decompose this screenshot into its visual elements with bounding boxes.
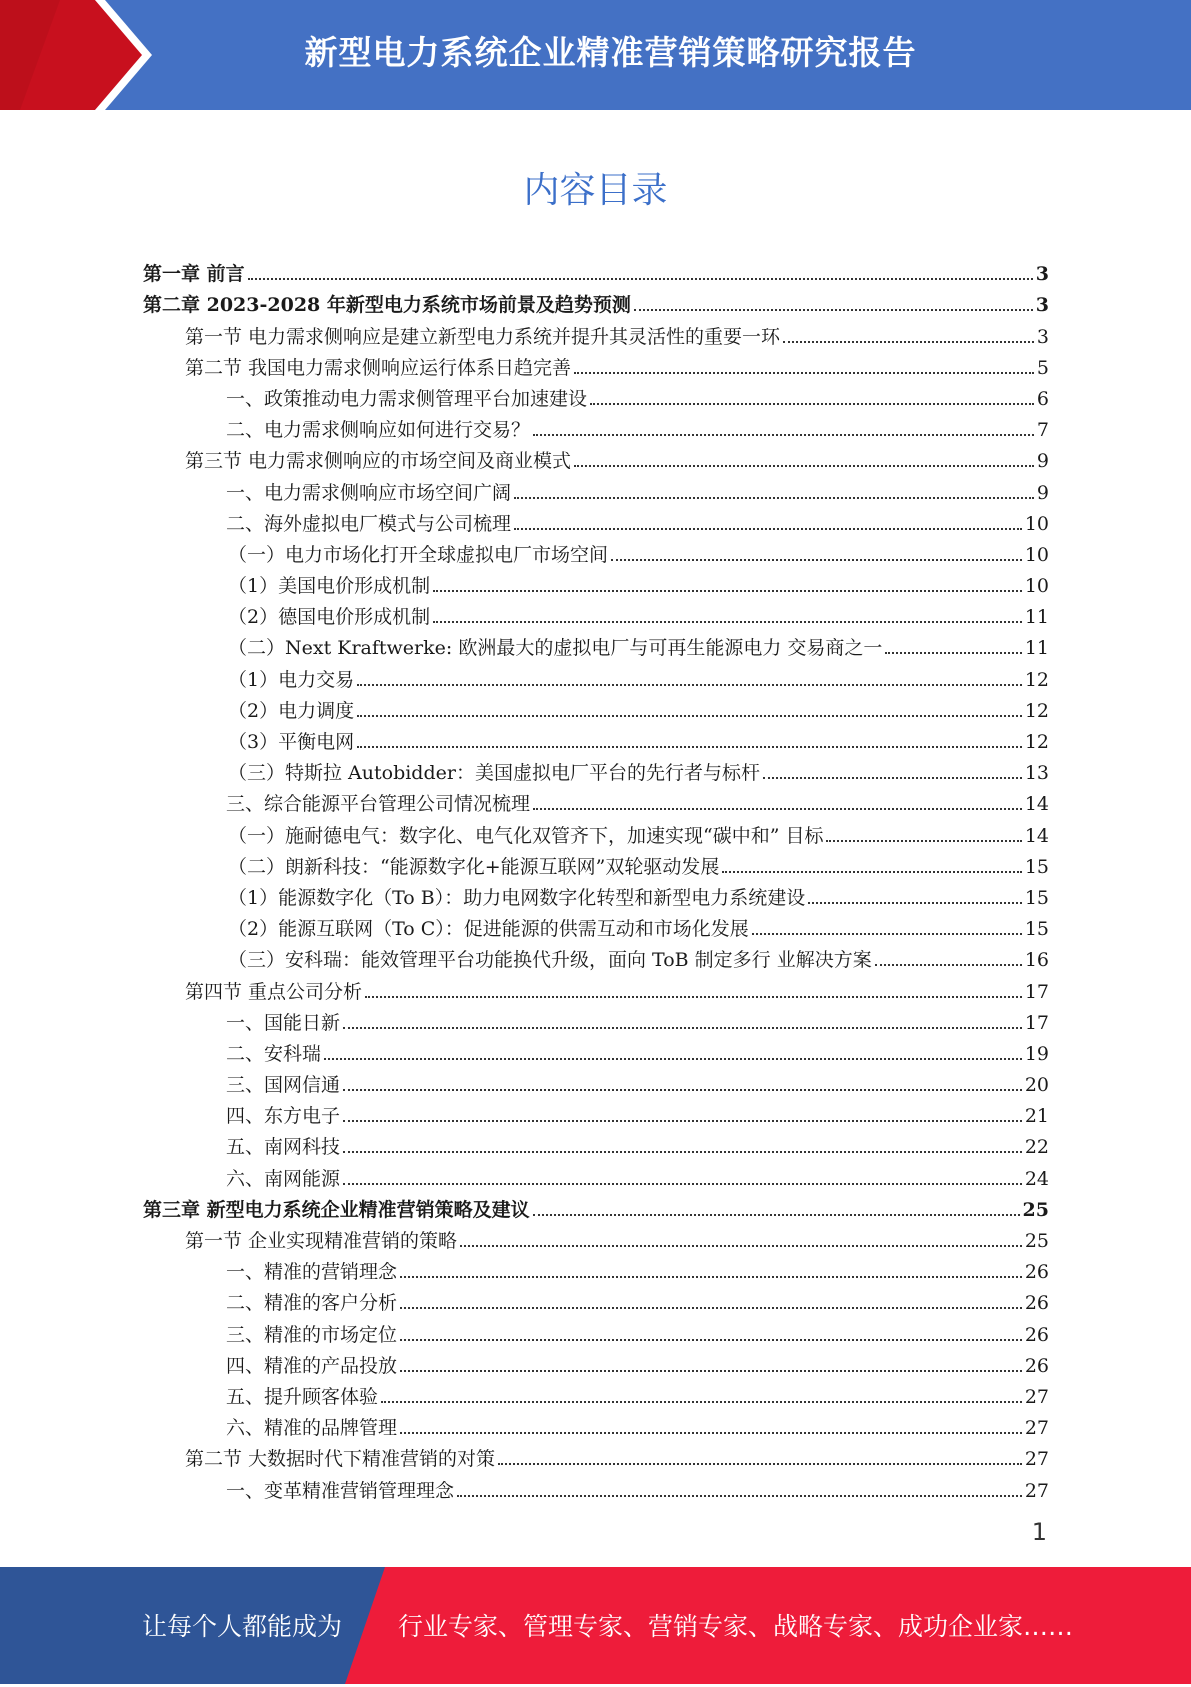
toc-entry-label: 一、变革精准营销管理理念 bbox=[226, 1479, 455, 1502]
toc-entry[interactable] bbox=[143, 722, 1049, 753]
toc-entry[interactable] bbox=[143, 878, 1049, 909]
toc-entry-page: 12 bbox=[1024, 731, 1049, 753]
toc-dot-leader bbox=[357, 684, 1022, 686]
toc-heading: 内容目录 bbox=[523, 170, 668, 211]
toc-entry-label: 一、政策推动电力需求侧管理平台加速建设 bbox=[226, 387, 588, 410]
toc-entry[interactable] bbox=[143, 1283, 1049, 1314]
toc-entry-label: （2）电力调度 bbox=[228, 699, 355, 722]
toc-entry[interactable] bbox=[143, 1439, 1049, 1470]
toc-entry-label: 第一节 企业实现精准营销的策略 bbox=[185, 1230, 458, 1252]
toc-entry-page: 26 bbox=[1024, 1354, 1049, 1377]
toc-dot-leader bbox=[433, 621, 1022, 623]
toc-dot-leader bbox=[343, 1027, 1022, 1029]
toc-entry-label: 第四节 重点公司分析 bbox=[185, 980, 363, 1003]
toc-entry[interactable] bbox=[143, 1158, 1049, 1189]
toc-entry-page: 5 bbox=[1036, 356, 1049, 379]
toc-entry-label: 三、国网信通 bbox=[226, 1074, 341, 1097]
toc-entry-page: 27 bbox=[1024, 1385, 1049, 1408]
toc-entry-label: （三）特斯拉 Autobidder：美国虚拟电厂平台的先行者与标杆 bbox=[228, 762, 760, 785]
toc-entry[interactable] bbox=[143, 1252, 1049, 1283]
toc-entry-page: 13 bbox=[1024, 762, 1049, 785]
toc-entry[interactable] bbox=[143, 1221, 1049, 1252]
footer-slogan-left: 让每个人都能成为 bbox=[142, 1612, 343, 1641]
toc-entry[interactable] bbox=[143, 379, 1049, 410]
toc-dot-leader bbox=[433, 590, 1022, 592]
toc-entry-label: 四、东方电子 bbox=[226, 1105, 341, 1128]
toc-entry[interactable] bbox=[143, 940, 1049, 971]
toc-dot-leader bbox=[514, 528, 1022, 530]
toc-dot-leader bbox=[400, 1339, 1022, 1341]
toc-entry-page: 6 bbox=[1036, 387, 1049, 410]
toc-entry-page: 17 bbox=[1024, 1011, 1049, 1034]
toc-entry[interactable] bbox=[143, 410, 1049, 441]
toc-entry-page: 15 bbox=[1024, 855, 1049, 878]
toc-entry-label: 四、精准的产品投放 bbox=[226, 1354, 398, 1377]
toc-entry[interactable] bbox=[143, 1003, 1049, 1034]
toc-entry-page: 7 bbox=[1036, 419, 1049, 442]
toc-entry-page: 11 bbox=[1024, 637, 1049, 660]
toc-entry[interactable] bbox=[143, 254, 1049, 285]
report-title: 新型电力系统企业精准营销策略研究报告 bbox=[304, 33, 917, 72]
toc-entry-label: 第一章 前言 bbox=[143, 263, 245, 286]
toc-dot-leader bbox=[533, 1214, 1020, 1216]
toc-entry[interactable] bbox=[143, 909, 1049, 940]
toc-entry-label: 六、南网能源 bbox=[226, 1167, 341, 1190]
toc-entry-label: 六、精准的品牌管理 bbox=[226, 1417, 398, 1440]
toc-entry-page: 10 bbox=[1024, 543, 1049, 566]
toc-entry-page: 15 bbox=[1024, 918, 1049, 941]
toc-dot-leader bbox=[763, 777, 1022, 779]
toc-entry-label: 第一节 电力需求侧响应是建立新型电力系统并提升其灵活性的重要一环 bbox=[185, 325, 781, 348]
toc-dot-leader bbox=[533, 808, 1022, 810]
toc-entry-page: 22 bbox=[1024, 1136, 1049, 1159]
toc-dot-leader bbox=[533, 434, 1034, 436]
toc-dot-leader bbox=[498, 1463, 1022, 1465]
toc-entry[interactable] bbox=[143, 847, 1049, 878]
toc-entry-page: 12 bbox=[1024, 668, 1049, 691]
toc-entry[interactable] bbox=[143, 1065, 1049, 1096]
toc-entry-page: 14 bbox=[1024, 824, 1049, 847]
toc-entry-page: 25 bbox=[1022, 1198, 1049, 1221]
toc-entry-label: 三、综合能源平台管理公司情况梳理 bbox=[226, 793, 531, 816]
toc-entry[interactable] bbox=[143, 535, 1049, 566]
toc-entry-label: 二、海外虚拟电厂模式与公司梳理 bbox=[226, 512, 512, 535]
toc-dot-leader bbox=[514, 497, 1034, 499]
toc-entry-label: （1）美国电价形成机制 bbox=[228, 575, 431, 598]
toc-entry[interactable] bbox=[143, 504, 1049, 535]
toc-entry[interactable] bbox=[143, 597, 1049, 628]
toc-entry[interactable] bbox=[143, 1034, 1049, 1065]
toc-dot-leader bbox=[343, 1183, 1022, 1185]
toc-entry[interactable] bbox=[143, 628, 1049, 659]
page-number: 1 bbox=[1031, 1518, 1047, 1546]
toc-entry-label: 三、精准的市场定位 bbox=[226, 1323, 398, 1346]
toc-entry[interactable] bbox=[143, 472, 1049, 503]
toc-entry-page: 16 bbox=[1024, 949, 1049, 972]
toc-entry-page: 27 bbox=[1024, 1479, 1049, 1502]
toc-entry-label: 第二章 2023-2028 年新型电力系统市场前景及趋势预测 bbox=[143, 294, 631, 317]
toc-dot-leader bbox=[343, 1120, 1022, 1122]
toc-entry[interactable] bbox=[143, 1096, 1049, 1127]
toc-entry-page: 3 bbox=[1036, 325, 1049, 348]
toc-dot-leader bbox=[826, 840, 1021, 842]
header-banner bbox=[0, 0, 1191, 110]
toc-entry[interactable] bbox=[143, 285, 1049, 316]
toc-entry[interactable] bbox=[143, 566, 1049, 597]
toc-list bbox=[143, 254, 1049, 1502]
toc-entry-label: 五、提升顾客体验 bbox=[226, 1385, 379, 1408]
toc-entry[interactable] bbox=[143, 659, 1049, 690]
toc-entry[interactable] bbox=[143, 316, 1049, 347]
toc-entry-label: （1）电力交易 bbox=[228, 668, 355, 691]
toc-entry[interactable] bbox=[143, 784, 1049, 815]
toc-entry[interactable] bbox=[143, 815, 1049, 846]
toc-entry-page: 26 bbox=[1024, 1261, 1049, 1284]
toc-entry-label: 二、安科瑞 bbox=[226, 1042, 322, 1065]
toc-entry-page: 10 bbox=[1024, 575, 1049, 598]
toc-dot-leader bbox=[357, 715, 1022, 717]
toc-entry-label: 一、精准的营销理念 bbox=[226, 1261, 398, 1284]
toc-dot-leader bbox=[634, 309, 1033, 311]
toc-entry-page: 17 bbox=[1024, 980, 1049, 1003]
toc-entry[interactable] bbox=[143, 1470, 1049, 1501]
toc-dot-leader bbox=[885, 652, 1021, 654]
toc-entry-label: 第二节 我国电力需求侧响应运行体系日趋完善 bbox=[185, 356, 572, 379]
toc-entry[interactable] bbox=[143, 1190, 1049, 1221]
toc-entry-label: 二、精准的客户分析 bbox=[226, 1292, 398, 1315]
toc-dot-leader bbox=[343, 1089, 1022, 1091]
toc-entry-label: 第三节 电力需求侧响应的市场空间及商业模式 bbox=[185, 450, 572, 473]
toc-entry-label: （一）电力市场化打开全球虚拟电厂市场空间 bbox=[228, 543, 609, 566]
toc-dot-leader bbox=[875, 964, 1022, 966]
toc-dot-leader bbox=[590, 403, 1034, 405]
toc-entry-page: 24 bbox=[1024, 1167, 1049, 1190]
toc-entry[interactable] bbox=[143, 1408, 1049, 1439]
toc-entry-label: （三）安科瑞：能效管理平台功能换代升级，面向 ToB 制定多行 业解决方案 bbox=[228, 949, 872, 972]
toc-entry-page: 26 bbox=[1024, 1323, 1049, 1346]
toc-dot-leader bbox=[248, 278, 1033, 280]
toc-entry[interactable] bbox=[143, 691, 1049, 722]
footer-slogan-right: 行业专家、管理专家、营销专家、战略专家、成功企业家…… bbox=[398, 1612, 1074, 1641]
toc-entry-page: 26 bbox=[1024, 1292, 1049, 1315]
toc-entry-label: 一、电力需求侧响应市场空间广阔 bbox=[226, 481, 512, 504]
toc-dot-leader bbox=[783, 341, 1034, 343]
toc-entry-page: 3 bbox=[1035, 263, 1049, 286]
toc-entry-page: 21 bbox=[1024, 1105, 1049, 1128]
toc-entry[interactable] bbox=[143, 1346, 1049, 1377]
toc-dot-leader bbox=[365, 996, 1022, 998]
toc-entry-page: 25 bbox=[1024, 1230, 1049, 1252]
toc-entry-page: 11 bbox=[1024, 606, 1049, 629]
toc-dot-leader bbox=[722, 871, 1021, 873]
toc-entry-page: 19 bbox=[1024, 1042, 1049, 1065]
toc-entry-page: 9 bbox=[1036, 450, 1049, 473]
toc-entry-page: 10 bbox=[1024, 512, 1049, 535]
toc-entry-label: 五、南网科技 bbox=[226, 1136, 341, 1159]
toc-dot-leader bbox=[400, 1432, 1022, 1434]
toc-entry-label: （2）德国电价形成机制 bbox=[228, 606, 431, 629]
toc-dot-leader bbox=[752, 933, 1022, 935]
toc-entry-page: 12 bbox=[1024, 699, 1049, 722]
toc-dot-leader bbox=[357, 746, 1022, 748]
toc-entry-label: （2）能源互联网（To C）：促进能源的供需互动和市场化发展 bbox=[228, 918, 749, 941]
toc-entry[interactable] bbox=[143, 1127, 1049, 1158]
toc-dot-leader bbox=[343, 1151, 1022, 1153]
toc-entry-page: 3 bbox=[1035, 294, 1049, 317]
toc-dot-leader bbox=[400, 1276, 1022, 1278]
toc-entry[interactable] bbox=[143, 348, 1049, 379]
toc-entry[interactable] bbox=[143, 1377, 1049, 1408]
toc-entry-label: 第三章 新型电力系统企业精准营销策略及建议 bbox=[143, 1198, 530, 1221]
toc-entry-page: 15 bbox=[1024, 886, 1049, 909]
toc-dot-leader bbox=[808, 902, 1022, 904]
toc-entry-page: 27 bbox=[1024, 1417, 1049, 1440]
toc-entry-page: 14 bbox=[1024, 793, 1049, 816]
toc-entry-page: 20 bbox=[1024, 1074, 1049, 1097]
toc-dot-leader bbox=[611, 559, 1022, 561]
toc-dot-leader bbox=[574, 372, 1034, 374]
toc-dot-leader bbox=[574, 465, 1034, 467]
toc-entry-label: （一）施耐德电气：数字化、电气化双管齐下，加速实现“碳中和” 目标 bbox=[228, 824, 824, 847]
toc-entry-label: 一、国能日新 bbox=[226, 1011, 341, 1034]
toc-entry-label: 第二节 大数据时代下精准营销的对策 bbox=[185, 1448, 496, 1471]
toc-entry[interactable] bbox=[143, 1314, 1049, 1345]
toc-dot-leader bbox=[460, 1245, 1022, 1247]
footer-banner bbox=[0, 1567, 1191, 1684]
toc-entry[interactable] bbox=[143, 441, 1049, 472]
toc-entry-label: （二）朗新科技：“能源数字化+能源互联网”双轮驱动发展 bbox=[228, 855, 720, 878]
toc-entry-label: （3）平衡电网 bbox=[228, 731, 355, 753]
toc-entry-label: （1）能源数字化（To B）：助力电网数字化转型和新型电力系统建设 bbox=[228, 886, 806, 909]
toc-entry[interactable] bbox=[143, 971, 1049, 1002]
toc-entry-page: 9 bbox=[1036, 481, 1049, 504]
toc-dot-leader bbox=[324, 1058, 1022, 1060]
toc-entry-label: 二、电力需求侧响应如何进行交易？ bbox=[226, 419, 531, 442]
toc-entry-page: 27 bbox=[1024, 1448, 1049, 1471]
toc-dot-leader bbox=[400, 1370, 1022, 1372]
toc-dot-leader bbox=[457, 1495, 1022, 1497]
toc-entry[interactable] bbox=[143, 753, 1049, 784]
toc-entry-label: （二）Next Kraftwerke: 欧洲最大的虚拟电厂与可再生能源电力 交易商之一 bbox=[228, 637, 883, 660]
toc-dot-leader bbox=[381, 1401, 1022, 1403]
toc-dot-leader bbox=[400, 1307, 1022, 1309]
